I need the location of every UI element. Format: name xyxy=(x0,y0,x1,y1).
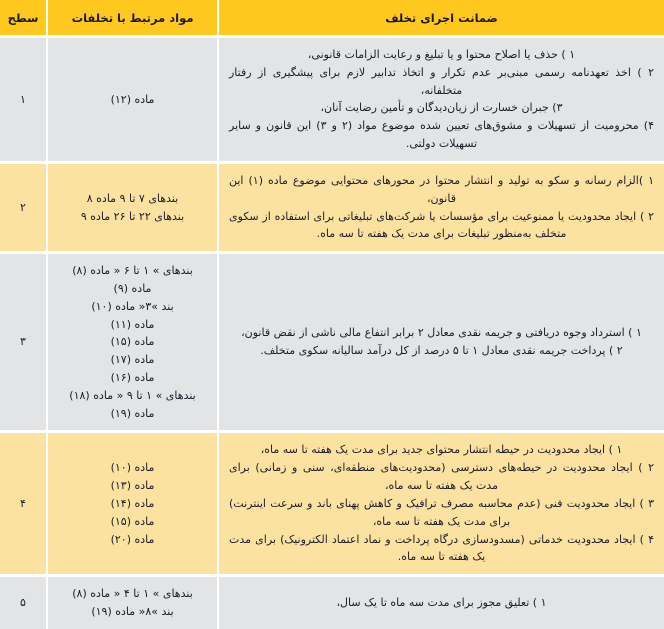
cell-level: ۲ xyxy=(0,164,46,254)
reference-line: ماده (۱۶) xyxy=(110,371,155,384)
cell-refs xyxy=(46,254,217,433)
reference-line: ماده (۱۲) xyxy=(110,92,155,106)
cell-level: ۳ xyxy=(0,254,46,433)
cell-measure xyxy=(217,577,664,629)
measure-line: ۳ ) ایجاد محدودیت فنی (عدم محاسبه مصرف ترافیک و کاهش پهنای باند و سرعت اینترنت) برای مدت یک هفته تا سه ماه، xyxy=(229,496,654,528)
reference-line: ماده (۱۵) xyxy=(110,335,155,349)
reference-line: بندهای » ۱ تا ۴ « ماده (۸) xyxy=(72,587,193,601)
cell-refs xyxy=(46,433,217,577)
measure-line: ۱ )الزام رسانه و سکو به تولید و انتشار محتوا در محورهای محتوایی موضوع ماده (۱) این قانون، xyxy=(229,173,655,205)
cell-level: ۴ xyxy=(0,433,46,577)
measure-line: ۴) محرومیت از تسهیلات و مشوق‌های تعیین شده موضوع مواد (۲ و ۳) این قانون و سایر تسهیلات دولتی. xyxy=(229,119,654,151)
reference-line: ماده (۱۱) xyxy=(110,317,155,331)
reference-line: بندهای ۷ تا ۹ ماده ۸ xyxy=(86,191,179,205)
table-row xyxy=(0,433,664,577)
measure-line: ۳) جبران خسارت از زیان‌دیدگان و تأمین رضایت آنان، xyxy=(320,101,563,115)
measure-line: ۱ ) ایجاد محدودیت در حیطه انتشار محتوای جدید برای مدت یک هفته تا سه ماه، xyxy=(260,443,623,457)
table-header xyxy=(0,0,664,38)
cell-level: ۵ xyxy=(0,577,46,629)
measure-line: ۲ ) پرداخت جریمه نقدی معادل ۱ تا ۵ درصد از کل درآمد سالیانه سکوی متخلف. xyxy=(260,344,623,358)
table-row xyxy=(0,38,664,164)
cell-measure xyxy=(217,38,664,164)
reference-line: ماده (۱۵) xyxy=(110,514,155,528)
reference-line: ماده (۱۰) xyxy=(110,461,155,475)
reference-line: بندهای » ۱ تا ۶ « ماده (۸) xyxy=(72,264,193,278)
cell-refs xyxy=(46,577,217,629)
measure-line: ۱ ) تعلیق مجوز برای مدت سه ماه تا یک سال، xyxy=(336,596,547,610)
measure-line: ۲ ) اخذ تعهدنامه رسمی مبنی‌بر عدم تکرار و اتخاذ تدابیر لازم برای پیشگیری از رفتار متخلفانه، xyxy=(229,65,654,97)
column-header-level: سطح xyxy=(0,0,46,38)
reference-line: بند »۸« ماده (۱۹) xyxy=(91,604,174,618)
table-row xyxy=(0,254,664,433)
measure-line: ۲ ) ایجاد محدودیت در حیطه‌های دسترسی (محدودیت‌های منطقه‌ای، سنی و زمانی) برای مدت یک هفته تا سه ماه، xyxy=(229,461,654,493)
measure-line: ۱ ) حذف یا اصلاح محتوا و یا تبلیغ و رعایت الزامات قانونی، xyxy=(307,48,576,61)
reference-line: ماده (۲۰) xyxy=(110,532,155,546)
reference-line: ماده (۱۳) xyxy=(110,479,155,493)
cell-measure xyxy=(217,433,664,577)
reference-line: بندهای ۲۲ تا ۲۶ ماده ۹ xyxy=(80,209,185,223)
measure-line: ۲ ) ایجاد محدودیت یا ممنوعیت برای مؤسسات یا شرکت‌های تبلیغاتی برای استفاده از سکوی متخلف به‌منظور تبلیغات برای مدت یک هفته تا سه ماه. xyxy=(229,209,654,241)
measure-line: ۴ ) ایجاد محدودیت خدماتی (مسدودسازی درگاه پرداخت و نماد اعتماد الکترونیک) برای مدت یک هفته تا سه ماه. xyxy=(229,532,654,564)
table-header-row xyxy=(0,0,664,38)
cell-measure xyxy=(217,254,664,433)
column-header-measure: ضمانت اجرای تخلف xyxy=(217,0,664,38)
table-row xyxy=(0,577,664,629)
cell-refs xyxy=(46,38,217,164)
table-body xyxy=(0,38,664,629)
reference-line: ماده (۱۷) xyxy=(110,353,155,367)
reference-line: بندهای » ۱ تا ۹ « ماده (۱۸) xyxy=(69,388,196,402)
reference-line: ماده (۱۹) xyxy=(110,406,155,420)
table-row xyxy=(0,164,664,254)
cell-refs xyxy=(46,164,217,254)
reference-line: ماده (۹) xyxy=(113,281,152,295)
cell-measure xyxy=(217,164,664,254)
reference-line: بند »۳« ماده (۱۰) xyxy=(91,299,174,313)
column-header-refs: مواد مرتبط با تخلفات xyxy=(46,0,217,38)
reference-line: ماده (۱۴) xyxy=(110,496,155,510)
cell-level: ۱ xyxy=(0,38,46,164)
measure-line: ۱ ) استرداد وجوه دریافتی و جریمه نقدی معادل ۲ برابر انتفاع مالی ناشی از نقض قانون، xyxy=(241,326,642,340)
